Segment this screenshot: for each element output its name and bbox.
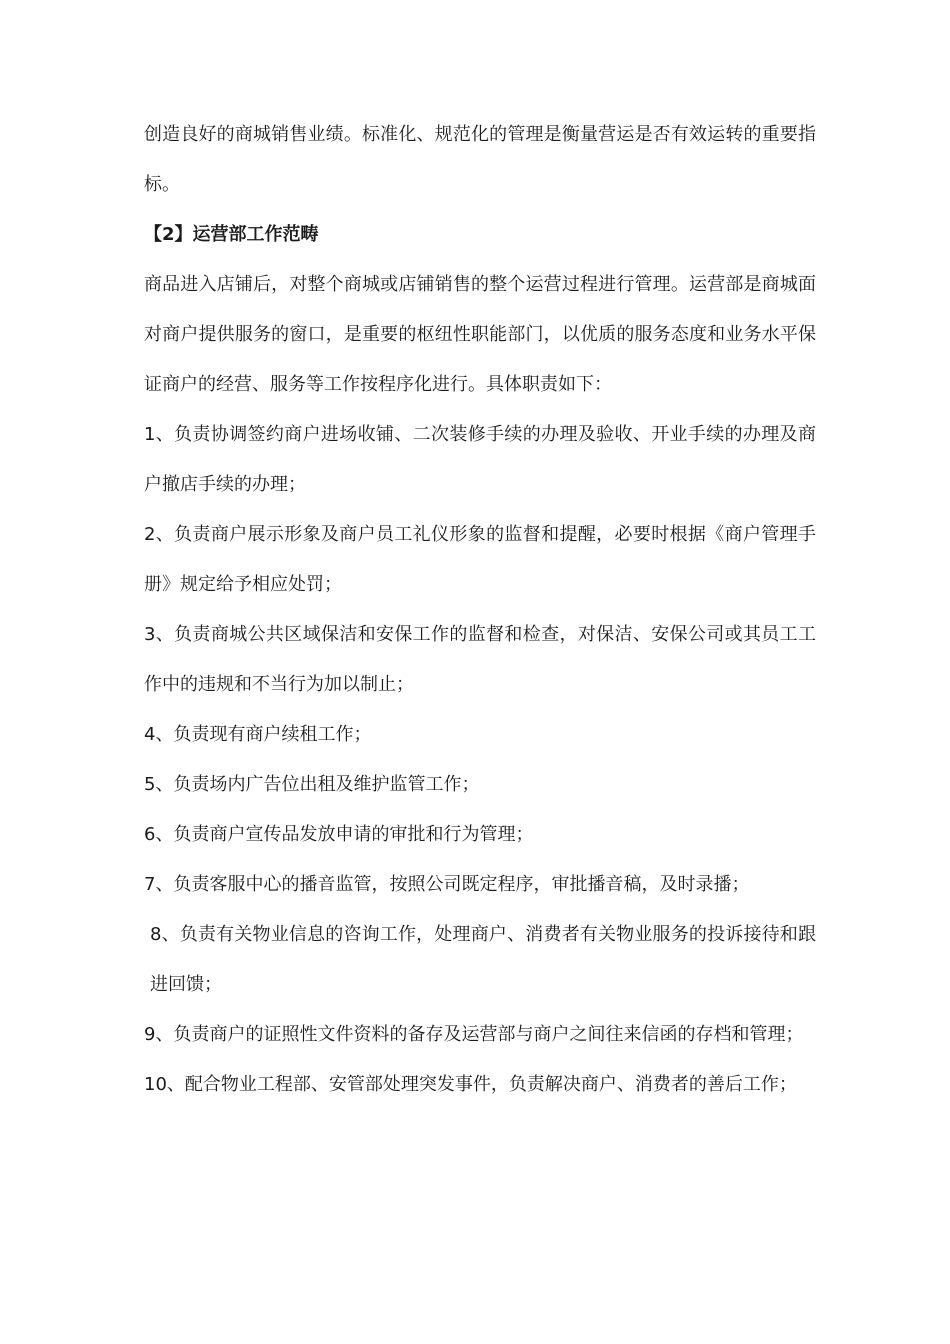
- duty-8: 8、负责有关物业信息的咨询工作，处理商户、消费者有关物业服务的投诉接待和跟进回馈；: [150, 924, 816, 995]
- duty-7: 7、负责客服中心的播音监管，按照公司既定程序，审批播音稿，及时录播；: [144, 874, 750, 895]
- section-description: 商品进入店铺后，对整个商城或店铺销售的整个运营过程进行管理。运营部是商城面对商户提供服务的窗口，是重要的枢纽性职能部门，以优质的服务态度和业务水平保证商户的经营、服务等工作按程序化进行。具体职责如下：: [144, 274, 816, 395]
- section-heading: 【2】运营部工作范畴: [144, 224, 319, 245]
- duty-2: 2、负责商户展示形象及商户员工礼仪形象的监督和提醒，必要时根据《商户管理手册》规定给予相应处罚；: [144, 524, 816, 595]
- duty-9: 9、负责商户的证照性文件资料的备存及运营部与商户之间往来信函的存档和管理；: [144, 1024, 804, 1045]
- duty-10: 10、配合物业工程部、安管部处理突发事件，负责解决商户、消费者的善后工作；: [144, 1074, 797, 1095]
- document-page: [144, 110, 816, 1110]
- intro-continuation: 创造良好的商城销售业绩。标准化、规范化的管理是衡量营运是否有效运转的重要指标。: [144, 124, 816, 195]
- duty-1: 1、负责协调签约商户进场收铺、二次装修手续的办理及验收、开业手续的办理及商户撤店手续的办理；: [144, 424, 816, 495]
- duty-6: 6、负责商户宣传品发放申请的审批和行为管理；: [144, 824, 534, 845]
- duty-4: 4、负责现有商户续租工作；: [144, 724, 372, 745]
- duty-3: 3、负责商城公共区域保洁和安保工作的监督和检查，对保洁、安保公司或其员工工作中的违规和不当行为加以制止；: [144, 624, 816, 695]
- duty-5: 5、负责场内广告位出租及维护监管工作；: [144, 774, 480, 795]
